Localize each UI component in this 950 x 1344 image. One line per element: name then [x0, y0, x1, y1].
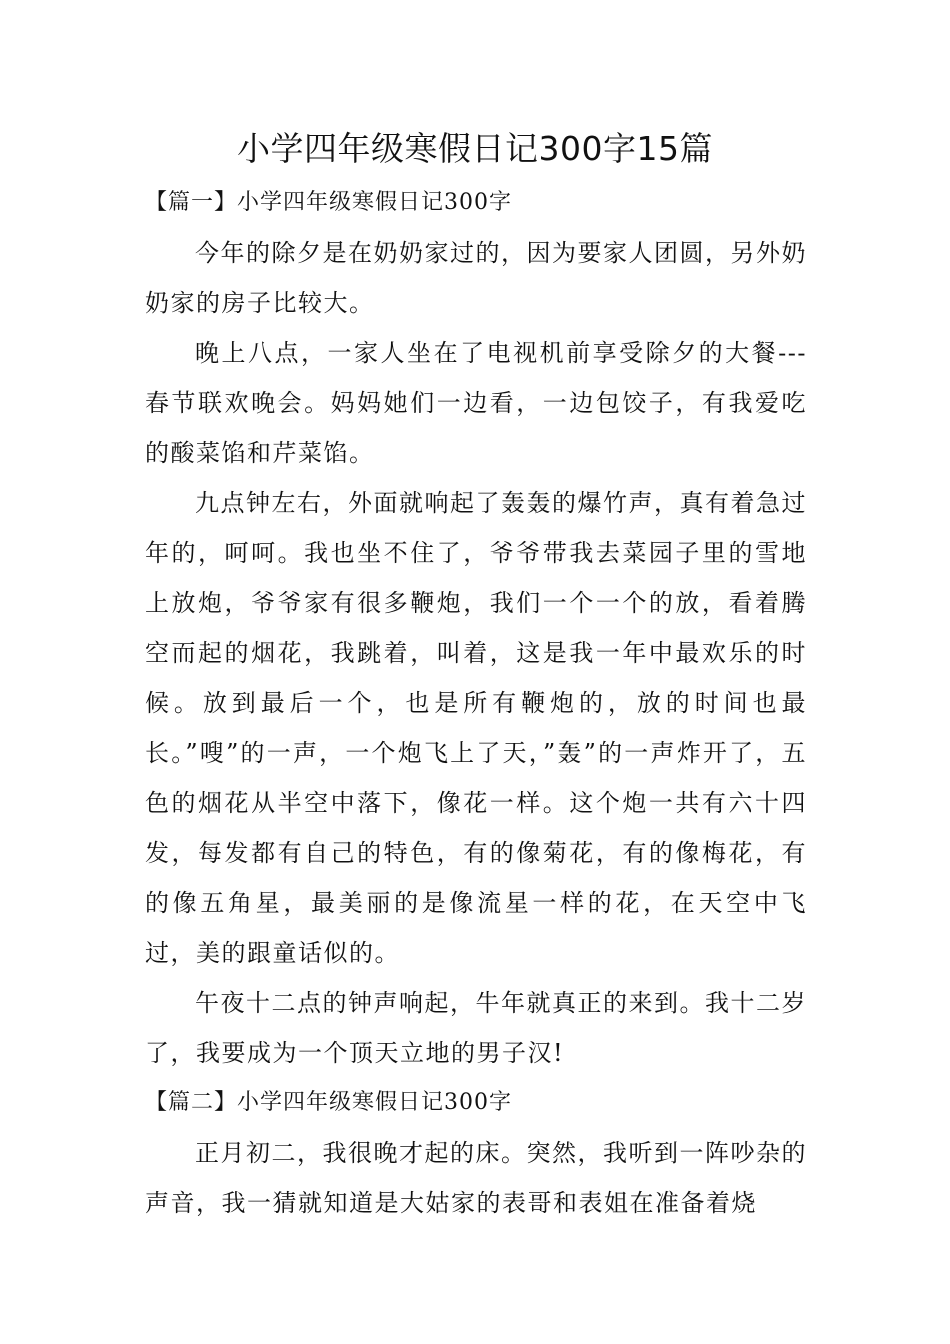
- paragraph: 今年的除夕是在奶奶家过的，因为要家人团圆，另外奶奶家的房子比较大。: [145, 239, 807, 317]
- document-body: [145, 178, 807, 1228]
- section-2: [145, 1078, 807, 1228]
- paragraph: 九点钟左右，外面就响起了轰轰的爆竹声，真有着急过年的，呵呵。我也坐不住了，爷爷带我去菜园子里的雪地上放炮，爷爷家有很多鞭炮，我们一个一个的放，看着腾空而起的烟花，我跳着，叫着，这是我一年中最欢乐的时候。放到最后一个，也是所有鞭炮的，放的时间也最长。”嗖”的一声，一个炮飞上了天，”轰”的一声炸开了，五色的烟花从半空中落下，像花一样。这个炮一共有六十四发，每发都有自己的特色，有的像菊花，有的像梅花，有的像五角星，最美丽的是像流星一样的花，在天空中飞过，美的跟童话似的。: [145, 489, 807, 967]
- paragraph: 正月初二，我很晚才起的床。突然，我听到一阵吵杂的声音，我一猜就知道是大姑家的表哥和表姐在准备着烧: [145, 1139, 807, 1217]
- section-1: [145, 178, 807, 1078]
- paragraph: 晚上八点，一家人坐在了电视机前享受除夕的大餐---春节联欢晚会。妈妈她们一边看，一边包饺子，有我爱吃的酸菜馅和芹菜馅。: [145, 339, 807, 467]
- section-heading: 【篇一】小学四年级寒假日记300字: [145, 190, 512, 215]
- paragraph: 午夜十二点的钟声响起，牛年就真正的来到。我十二岁了，我要成为一个顶天立地的男子汉!: [145, 989, 807, 1067]
- section-heading: 【篇二】小学四年级寒假日记300字: [145, 1090, 512, 1115]
- document-title: 小学四年级寒假日记300字15篇: [237, 129, 713, 168]
